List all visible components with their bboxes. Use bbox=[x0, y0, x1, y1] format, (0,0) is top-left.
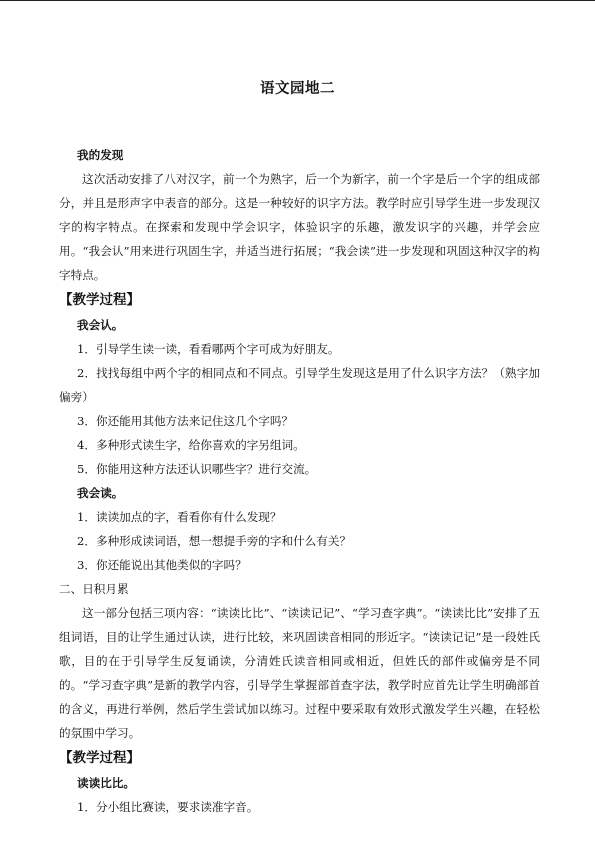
section-paragraph: 这一部分包括三项内容：“读读比比”、“读读记记”、“学习查字典”。“读读比比”安排了五组词语，目的让学生通过认读，进行比较，来巩固读音相同的形近字。“读读记记”是一段姓氏歌，目的在于引导学生反复诵读，分清姓氏读音相同或相近，但姓氏的部件或偏旁是不同的。“学习查字典”是新的教学内容，引导学生掌握部首查字法，教学时应首先让学生明确部首的含义，再进行举例，然后学生尝试加以练习。过程中要采取有效形式激发学生兴趣，在轻松的氛围中学习。 bbox=[59, 606, 540, 740]
list-item: 3．你还能说出其他类似的字吗？ bbox=[77, 558, 247, 572]
dudubibi-heading: 读读比比。 bbox=[77, 776, 135, 790]
list-item: 3．你还能用其他方法来记住这几个字吗？ bbox=[77, 414, 294, 428]
list-item: 1．读读加点的字，看看你有什么发现？ bbox=[77, 510, 282, 524]
discovery-paragraph: 这次活动安排了八对汉字，前一个为熟字，后一个为新字，前一个字是后一个字的组成部分，并且是形声字中表音的部分。这是一种较好的识字方法。教学时应引导学生进一步发现汉字的构字特点。在探索和发现中学会识字，体验识字的乐趣，激发识字的兴趣，并学会应用。“我会认”用来进行巩固生字，并适当进行拓展；“我会读”进一步发现和巩固这种汉字的构字特点。 bbox=[59, 172, 540, 282]
section-heading: 二、日积月累 bbox=[59, 582, 129, 596]
wohuidu-heading: 我会读。 bbox=[77, 486, 124, 500]
teaching-process-heading: 【教学过程】 bbox=[59, 292, 140, 308]
document-body bbox=[59, 143, 540, 819]
teaching-process-heading: 【教学过程】 bbox=[59, 750, 140, 766]
page-title: 语文园地二 bbox=[260, 80, 335, 97]
list-item: 5．你能用这种方法还认识哪些字？进行交流。 bbox=[77, 462, 317, 476]
list-item: 1．分小组比赛读，要求读准字音。 bbox=[77, 800, 259, 814]
discovery-heading: 我的发现 bbox=[77, 148, 124, 162]
list-item: 2．找找每组中两个字的相同点和不同点。引导学生发现这是用了什么识字方法？（熟字加偏旁） bbox=[59, 366, 540, 404]
list-item: 2．多种形成读词语，想一想提手旁的字和什么有关？ bbox=[77, 534, 352, 548]
wohuiren-heading: 我会认。 bbox=[77, 318, 124, 332]
list-item: 1．引导学生读一读，看看哪两个字可成为好朋友。 bbox=[77, 342, 340, 356]
top-border-line bbox=[0, 0, 595, 1]
list-item: 4．多种形式读生字，给你喜欢的字另组词。 bbox=[77, 438, 305, 452]
